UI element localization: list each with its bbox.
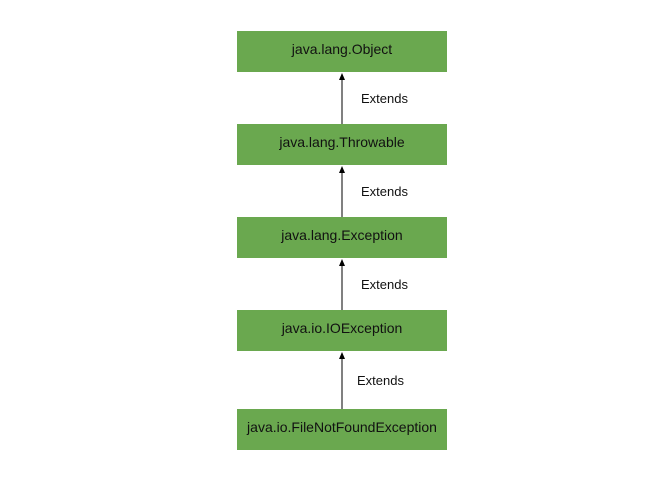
edge-throwable-to-object (339, 73, 345, 124)
node-label: java.io.IOException (281, 319, 403, 336)
node-label: java.lang.Exception (281, 226, 403, 243)
node-label: java.io.FileNotFoundException (247, 418, 437, 435)
node-java-io-filenotfoundexception (237, 409, 447, 450)
node-java-lang-throwable (237, 124, 447, 165)
edge-label-extends: Extends (357, 373, 404, 388)
node-java-lang-exception (237, 217, 447, 258)
node-label: java.lang.Object (291, 40, 393, 57)
edge-label-extends: Extends (361, 277, 408, 292)
edge-filenotfound-to-ioexception (339, 352, 345, 409)
edge-label-extends: Extends (361, 184, 408, 199)
edge-label-extends: Extends (361, 91, 408, 106)
node-label: java.lang.Throwable (279, 133, 405, 150)
node-java-io-ioexception (237, 310, 447, 351)
edge-exception-to-throwable (339, 166, 345, 217)
node-java-lang-object (237, 31, 447, 72)
edge-ioexception-to-exception (339, 259, 345, 310)
